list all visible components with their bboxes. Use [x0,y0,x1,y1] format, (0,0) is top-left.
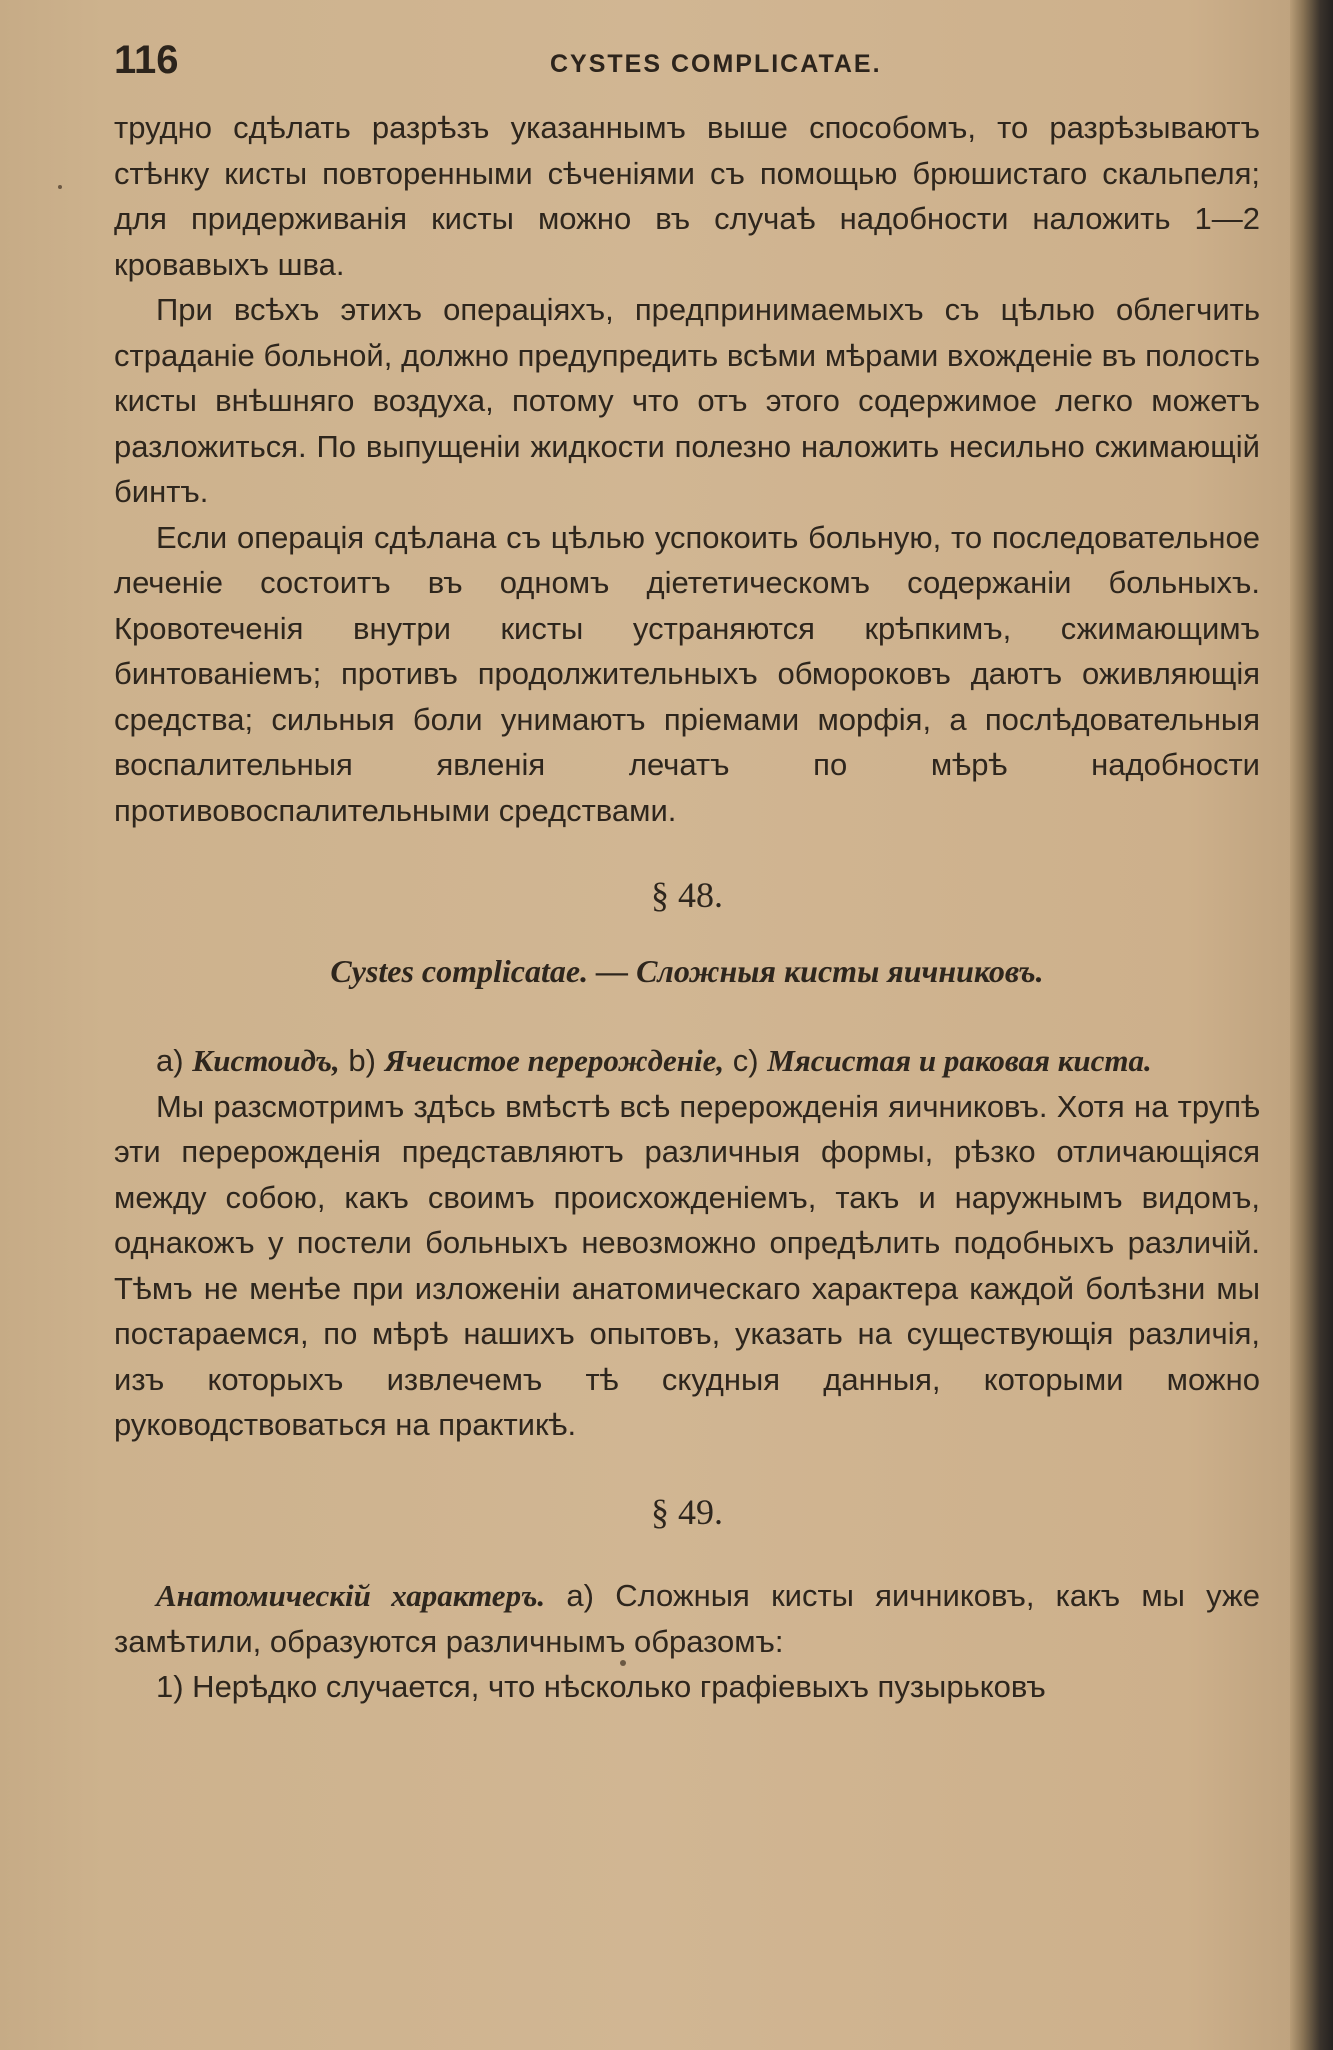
page-number: 116 [114,38,179,82]
paragraph-anatomy [114,1573,1260,1664]
running-title: CYSTES COMPLICATAE. [550,50,882,78]
anatomy-rest: а) Сложныя кисты яичниковъ, какъ мы уже замѣтили, образуются различнымъ образомъ: [114,1578,1260,1659]
paragraph-operations: При всѣхъ этихъ операціяхъ, предпринимаемыхъ съ цѣлью облегчить страданіе больной, должно предупредить всѣми мѣрами вхожденіе въ полость кисты внѣшняго воздуха, потому что отъ этого содержимое легко можетъ разложиться. По выпущеніи жидкости полезно наложить несильно сжимающій бинтъ. [114,292,1260,509]
paper-spot [58,185,62,189]
subhead-b-marker: b) [348,1043,376,1078]
paragraph-graafian: 1) Нерѣдко случается, что нѣсколько графіевыхъ пузырьковъ [156,1669,1046,1704]
paragraph-continuation: трудно сдѣлать разрѣзъ указаннымъ выше способомъ, то разрѣзываютъ стѣнку кисты повторенными сѣченіями съ помощью брюшистаго скальпеля; для придерживанія кисты можно въ случаѣ надобности наложить 1—2 кровавыхъ шва. [114,110,1260,282]
body-text [114,105,1260,1710]
paragraph-overview: Мы разсмотримъ здѣсь вмѣстѣ всѣ перерожденія яичниковъ. Хотя на трупѣ эти перерожденія представляютъ различныя формы, рѣзко отличающіяся между собою, какъ своимъ происхожденіемъ, такъ и наружнымъ видомъ, однакожъ у постели больныхъ невозможно опредѣлить подобныхъ различій. Тѣмъ не менѣе при изложеніи анатомическаго характера каждой болѣзни мы постараемся, по мѣрѣ нашихъ опытовъ, указать на существующія различія, изъ которыхъ извлечемъ тѣ скудныя данныя, которыми можно руководствоваться на практикѣ. [114,1088,1260,1442]
section-48-mark: § 48. [651,875,723,915]
subhead-b-text: Ячеистое перерожденіе, [384,1043,725,1078]
subhead-a-marker: а) [156,1043,184,1078]
subhead-a-text: Кистоидъ, [192,1043,340,1078]
paragraph-treatment: Если операція сдѣлана съ цѣлью успокоить больную, то последовательное леченіе состоитъ въ одномъ діететическомъ содержаніи больныхъ. Кровотеченія внутри кисты устраняются крѣпкимъ, сжимающимъ бинтованіемъ; противъ продолжительныхъ обмороковъ даютъ оживляющія средства; сильныя боли унимаютъ пріемами морфія, а послѣдовательныя воспалительныя явленія лечатъ по мѣрѣ надобности противовоспалительными средствами. [114,519,1260,828]
section-48-title: Cystes complicatae. — Сложныя кисты яичниковъ. [330,952,1044,989]
subhead-c-text: Мясистая и раковая киста. [767,1043,1152,1078]
paper-spot [620,1660,626,1666]
subheading-abc [114,1038,1260,1084]
anatomy-lead: Анатомическій характеръ. [156,1578,546,1613]
subhead-c-marker: c) [732,1043,759,1078]
section-49-mark: § 49. [651,1491,723,1532]
running-head [114,38,1260,98]
adjacent-page-edge [1290,0,1333,2050]
